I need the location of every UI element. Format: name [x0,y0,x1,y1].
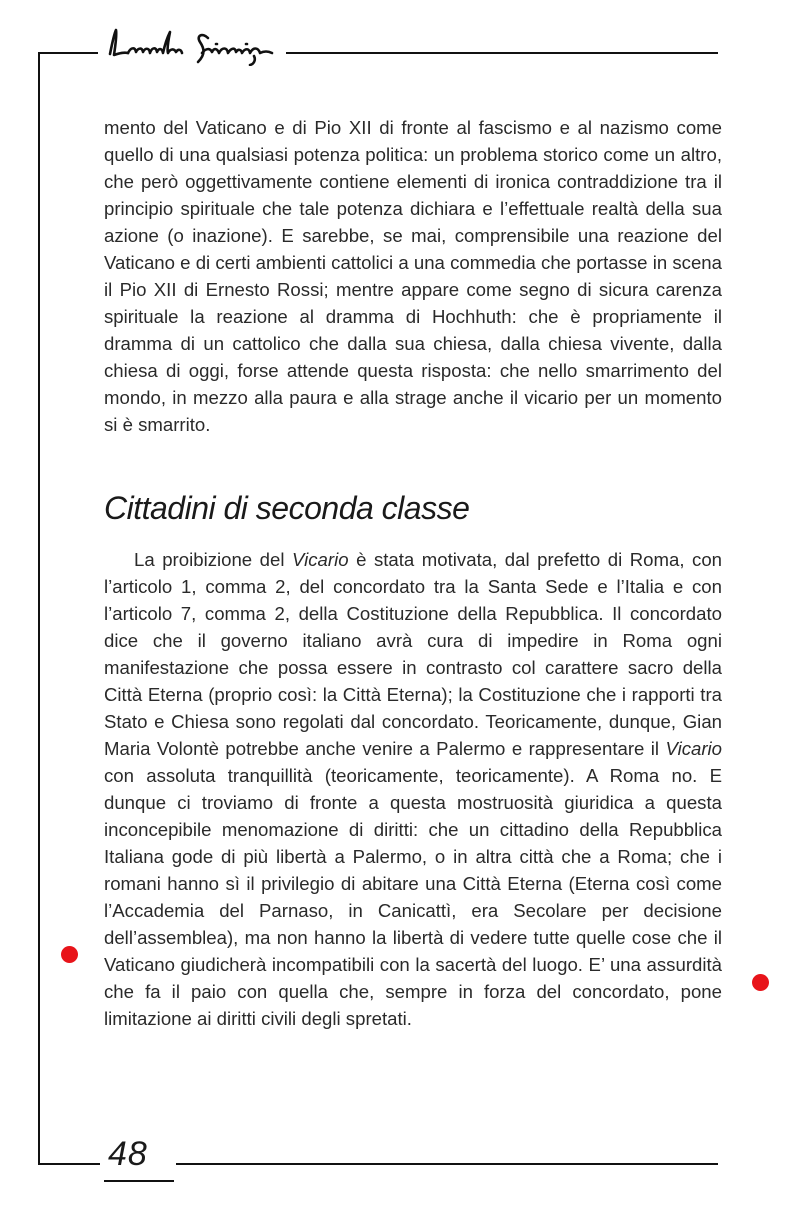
paragraph-text-part-3: con assoluta tranquillità (teoricamente, teoricamente). A Roma no. E dunque ci troviamo di fronte a questa mostruosità giuridica a questa inconcepibile menomazione di diritti: che un cittadino della Repubblica Italiana gode di più libertà a Palermo, o in altra città che a Roma; che i romani hanno sì il privilegio di abitare una Città Eterna (Eterna così come l’Accademia del Parnaso, in Canicattì, era Secolare per decisione dell’assemblea), ma non hanno la libertà di vedere tutte quelle cose che il Vaticano giudicherà incompatibili con la sacertà del luogo. E’ una assurdità che fa il paio con quella che, sempre in forza del concordato, pone limitazione ai diritti civili degli spretati. [104,765,722,1029]
left-margin-dot [61,946,78,963]
work-title-vicario: Vicario [292,549,349,570]
paragraph-continued: mento del Vaticano e di Pio XII di fronte al fascismo e al nazismo come quello di una qualsiasi potenza politica: un problema storico come un altro, che però oggettivamente contiene elementi di ironica contraddizione tra il principio spirituale che tale potenza dichiara e l’effettuale realtà della sua azione (o inazione). E sarebbe, se mai, comprensibile una reazione del Vaticano e di certi ambienti cattolici a una commedia che portasse in scena il Pio XII di Ernesto Rossi; mentre appare come segno di sicura carenza spirituale la reazione al dramma di Hochhuth: che è propriamente il dramma di un cattolico che dalla sua chiesa, dalla chiesa vivente, dalla chiesa di oggi, forse attende questa risposta: che nello smarrimento del mondo, in mezzo alla paura e alla strage anche il vicario per un momento si è smarrito. [104,117,722,435]
page-number-underline [104,1180,174,1182]
author-signature [104,22,282,66]
paragraph-text-part-2: è stata motivata, dal prefetto di Roma, con l’articolo 1, comma 2, del concordato tra la Santa Sede e l’Italia e con l’articolo 7, comma 2, della Costituzione della Repubblica. Il concordato dice che il governo italiano avrà cura di impedire in Roma ogni manifestazione che possa essere in contrasto col carattere sacro della Città Eterna (proprio così: la Città Eterna); la Costituzione che i rapporti tra Stato e Chiesa sono regolati dal concordato. Teoricamente, dunque, Gian Maria Volontè potrebbe anche venire a Palermo e rappresentare il [104,549,723,759]
right-margin-dot [752,974,769,991]
top-rule-right [286,52,718,54]
work-title-vicario: Vicario [665,738,722,759]
bottom-rule-right [176,1163,718,1165]
left-rule [38,52,40,1164]
bottom-rule-left [38,1163,100,1165]
section-heading: Cittadini di seconda classe [104,490,470,526]
paragraph-text-part-1: La proibizione del [134,549,293,570]
page-number: 48 [108,1135,148,1173]
top-rule-left [38,52,98,54]
paragraph-cittadini [104,546,722,1032]
